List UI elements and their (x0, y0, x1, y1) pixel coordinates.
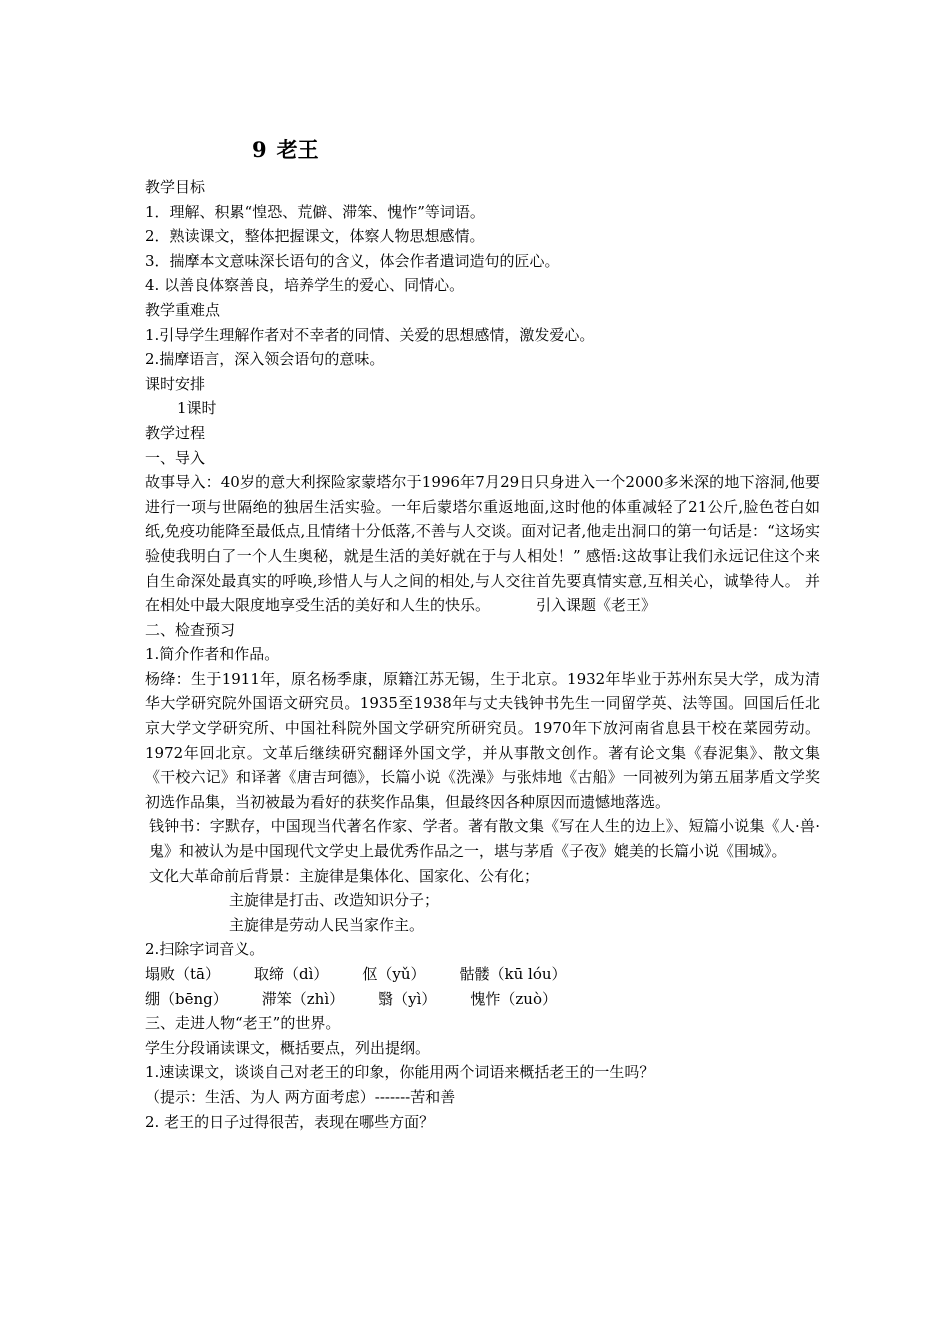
vocab-item: 翳（yì） (378, 989, 437, 1008)
background-line: 主旋律是劳动人民当家作主。 (229, 915, 425, 934)
schedule-value: 1课时 (177, 399, 217, 418)
vocab-item: 绷（bēng） (145, 989, 228, 1008)
reading-instruction: 学生分段诵读课文，概括要点，列出提纲。 (145, 1038, 431, 1057)
vocab-row (145, 987, 820, 1012)
question-item: 2. 老王的日子过得很苦，表现在哪些方面？ (145, 1112, 435, 1131)
yang-jiang-bio: 杨绛：生于1911年，原名杨季康，原籍江苏无锡，生于北京。1932年毕业于苏州东吴大学，成为清华大学研究院外国语文研究员。1935至1938年与丈夫钱钟书先生一同留学英、法等国。回国后任北京大学文学研究所、中国社科院外国文学研究所研究员。1970年下放河南省息县干校在菜园劳动。1972年回北京。文革后继续研究翻译外国文学，并从事散文创作。著有论文集《春泥集》、散文集《干校六记》和译著《唐吉珂德》，长篇小说《洗澡》与张炜地《古船》一同被列为第五届茅盾文学奖初选作品集，当初被最为看好的获奖作品集，但最终因各种原因而遗憾地落选。 (145, 669, 820, 811)
question-hint: （提示：生活、为人 两方面考虑）-------苦和善 (145, 1087, 456, 1106)
vocab-row (145, 962, 820, 987)
goal-item: 2．熟读课文，整体把握课文，体察人物思想感情。 (145, 227, 485, 246)
lesson-title (252, 133, 820, 167)
section-preview-heading: 二、检查预习 (145, 620, 236, 639)
lesson-number: 9 (252, 137, 267, 162)
question-item: 1.速读课文，谈谈自己对老王的印象，你能用两个词语来概括老王的一生吗？ (145, 1063, 655, 1082)
story-paragraph (145, 470, 820, 618)
lesson-name: 老王 (276, 137, 319, 162)
vocab-item: 取缔（dì） (253, 965, 329, 983)
section-intro-heading: 一、导入 (145, 448, 206, 467)
lead-in-text: 引入课题《老王》 (536, 596, 657, 615)
goals-heading: 教学目标 (145, 178, 206, 196)
author-intro-heading: 1.简介作者和作品。 (145, 645, 280, 664)
key-point-item: 2.揣摩语言，深入领会语句的意味。 (145, 350, 385, 369)
goal-item: 1．理解、积累“惶恐、荒僻、滞笨、愧怍”等词语。 (145, 202, 485, 221)
process-heading: 教学过程 (145, 423, 206, 442)
vocab-heading: 2.扫除字词音义。 (145, 940, 265, 959)
qian-zhongshu-bio: 钱钟书：字默存，中国现当代著名作家、学者。著有散文集《写在人生的边上》、短篇小说集《人·兽·鬼》和被认为是中国现代文学史上最优秀作品之一，堪与茅盾《子夜》媲美的长篇小说《围城》。 (149, 817, 820, 861)
vocab-item: 骷髅（kū lóu） (459, 965, 567, 983)
schedule-heading: 课时安排 (145, 374, 206, 393)
goal-item: 3．揣摩本文意味深长语句的含义，体会作者遣词造句的匠心。 (145, 251, 560, 270)
vocab-item: 滞笨（zhì） (261, 989, 345, 1008)
vocab-item: 伛（yǔ） (362, 965, 426, 983)
background-line: 文化大革命前后背景：主旋律是集体化、国家化、公有化； (149, 866, 540, 885)
vocab-item: 塌败（tā） (145, 965, 220, 983)
background-line: 主旋律是打击、改造知识分子； (229, 891, 440, 910)
story-text: 故事导入：40岁的意大利探险家蒙塔尔于1996年7月29日只身进入一个2000多米深的地下溶洞,他要进行一项与世隔绝的独居生活实验。一年后蒙塔尔重返地面,这时他的体重减轻了21公斤,脸色苍白如纸,免疫功能降至最低点,且情绪十分低落,不善与人交谈。面对记者,他走出洞口的第一句话是：“这场实验使我明白了一个人生奥秘，就是生活的美好就在于与人相处！” 感悟:这故事让我们永远记住这个来自生命深处最真实的呼唤,珍惜人与人之间的相处,与人交往首先要真情实意,互相关心，诚挚待人。 并在相处中最大限度地享受生活的美好和人生的快乐。 (145, 473, 820, 615)
vocab-item: 愧怍（zuò） (470, 989, 558, 1008)
section-character-heading: 三、走进人物“老王”的世界。 (145, 1014, 341, 1033)
goal-item: 4. 以善良体察善良，培养学生的爱心、同情心。 (145, 276, 465, 295)
key-points-heading: 教学重难点 (145, 300, 221, 319)
key-point-item: 1.引导学生理解作者对不幸者的同情、关爱的思想感情，激发爱心。 (145, 325, 595, 344)
